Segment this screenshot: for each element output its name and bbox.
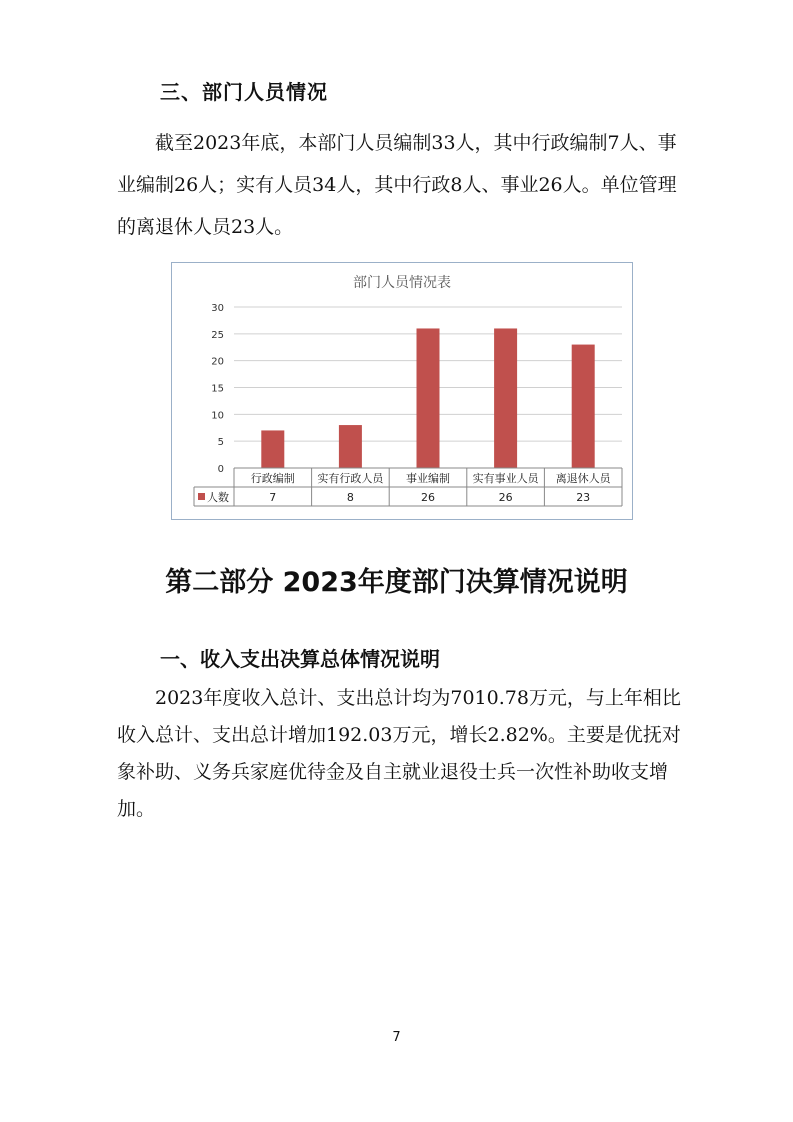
section-heading-income: 一、收入支出决算总体情况说明 <box>160 647 440 671</box>
bar <box>572 345 595 468</box>
staff-bar-chart <box>172 263 632 519</box>
y-tick-label: 20 <box>211 356 224 368</box>
y-tick-label: 0 <box>217 464 224 475</box>
legend-swatch <box>198 493 205 500</box>
y-tick-label: 25 <box>211 329 224 341</box>
data-label: 8 <box>346 491 354 504</box>
x-tick-label: 实有行政人员 <box>317 472 384 485</box>
section-heading-staff: 三、部门人员情况 <box>160 80 328 104</box>
page-number: 7 <box>392 1030 401 1045</box>
data-label: 23 <box>576 491 591 504</box>
data-label: 26 <box>498 491 513 504</box>
x-tick-label: 实有事业人员 <box>472 472 539 485</box>
chart-title: 部门人员情况表 <box>353 275 451 291</box>
y-tick-label: 15 <box>211 383 224 395</box>
bar <box>339 425 362 468</box>
part-two-heading: 第二部分 2023年度部门决算情况说明 <box>165 567 628 598</box>
x-tick-label: 行政编制 <box>250 472 295 485</box>
bar <box>261 430 284 468</box>
x-tick-label: 事业编制 <box>406 472 450 485</box>
data-label: 26 <box>421 491 435 504</box>
bar <box>417 328 440 468</box>
y-tick-label: 5 <box>217 437 224 449</box>
y-tick-label: 30 <box>211 303 224 314</box>
staff-paragraph: 截至2023年底，本部门人员编制33人，其中行政编制7人、事业编制26人；实有人员34人，其中行政8人、事业26人。单位管理的离退休人员23人。 <box>117 132 677 238</box>
income-paragraph: 2023年度收入总计、支出总计均为7010.78万元，与上年相比收入总计、支出总计增加192.03万元，增长2.82%。主要是优抚对象补助、义务兵家庭优待金及自主就业退役士兵一次性补助收支增加。 <box>117 687 681 820</box>
legend-label: 人数 <box>207 491 229 504</box>
data-label: 7 <box>269 491 277 504</box>
y-tick-label: 10 <box>211 410 224 422</box>
staff-chart <box>171 262 633 520</box>
bar <box>494 328 517 468</box>
x-tick-label: 离退休人员 <box>555 472 611 485</box>
